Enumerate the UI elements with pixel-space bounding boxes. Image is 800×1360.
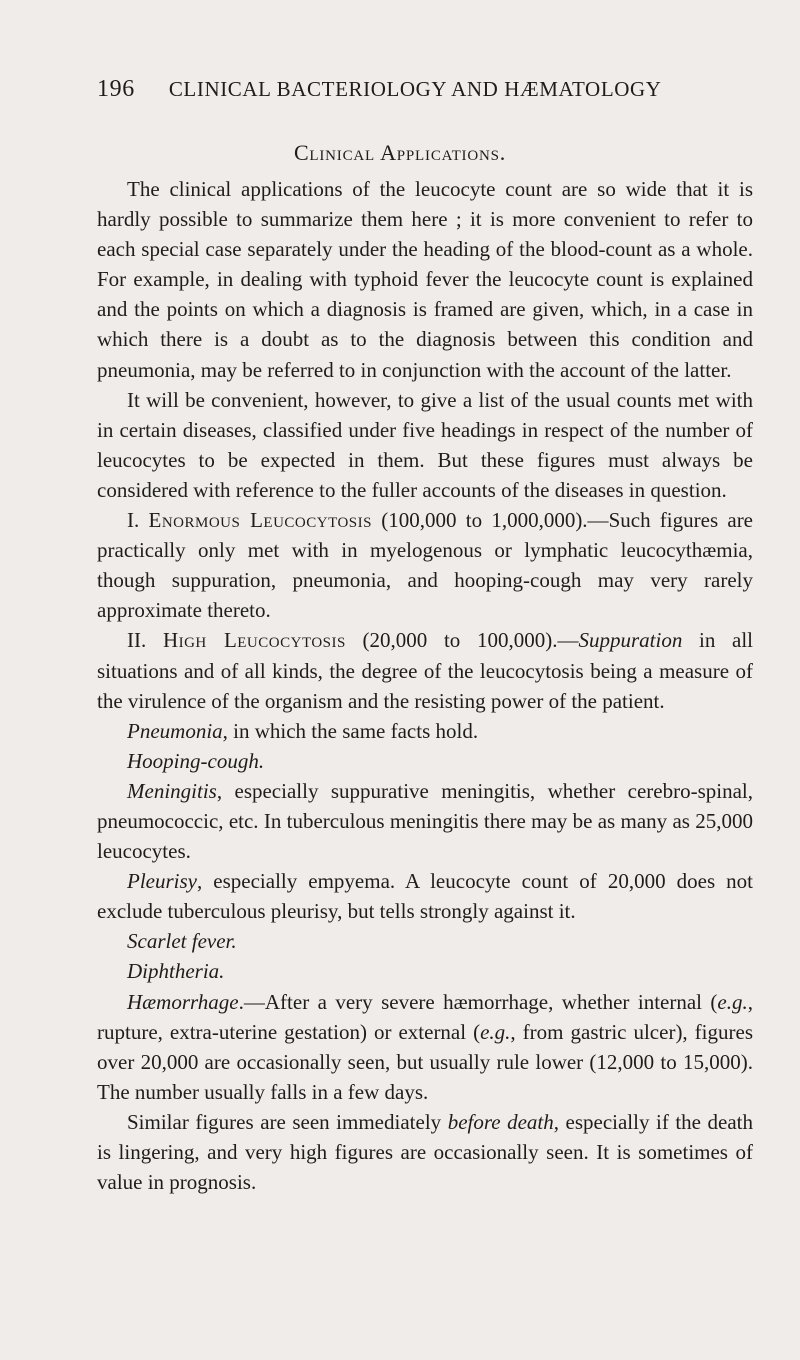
entry-text: Similar figures are seen immediately bbox=[127, 1109, 448, 1134]
disease-term: Suppuration bbox=[578, 628, 683, 653]
disease-term: Diphtheria. bbox=[127, 959, 225, 984]
running-header bbox=[97, 76, 737, 103]
eg-abbrev: e.g. bbox=[480, 1019, 511, 1044]
category-title: Enormous Leucocytosis bbox=[148, 508, 372, 533]
paragraph-high-leucocytosis bbox=[97, 625, 753, 715]
category-range: (20,000 to 100,000).— bbox=[345, 628, 579, 653]
disease-term: Hæmorrhage bbox=[127, 989, 239, 1014]
disease-term: Pleurisy bbox=[127, 869, 197, 894]
paragraph-meningitis bbox=[97, 776, 753, 866]
category-text: in all situations and of all kinds, the degree of the leucocytosis being a measure of the virulence of the organism and the resisting power of the patient. bbox=[97, 628, 754, 713]
paragraph-scarlet-fever bbox=[97, 926, 753, 956]
paragraph-list-intro: It will be convenient, however, to give a list of the usual counts met with in certain diseases, classified under five headings in respect of the number of leucocytes to be expected in them. But these figures must always be considered with reference to the fuller accounts of the diseases in question. bbox=[97, 387, 753, 502]
category-numeral: I. bbox=[127, 508, 140, 533]
body-text bbox=[97, 174, 753, 1197]
entry-text: , especially if the death is lingering, and very high figures are occasionally seen. It is sometimes of value in prognosis. bbox=[97, 1109, 753, 1195]
entry-text: , especially empyema. A leucocyte count of 20,000 does not exclude tuberculous pleurisy, but tells strongly against it. bbox=[97, 869, 753, 924]
entry-text: .—After a very severe hæmorrhage, whether internal ( bbox=[238, 989, 718, 1014]
paragraph-enormous-leucocytosis bbox=[97, 505, 753, 625]
paragraph-hooping-cough bbox=[97, 746, 753, 776]
disease-term: Hooping-cough. bbox=[127, 748, 265, 773]
eg-abbrev: e.g. bbox=[717, 989, 748, 1014]
disease-term: Scarlet fever. bbox=[127, 929, 237, 954]
emphasis-term: before death bbox=[447, 1109, 554, 1134]
category-text: Such figures are practically only met with in myelogenous or lymphatic leucocythæmia, though suppuration, pneumonia, and hooping-cough may very rarely approximate thereto. bbox=[97, 508, 754, 623]
category-title: High Leucocytosis bbox=[162, 628, 346, 653]
section-heading: Clinical Applications. bbox=[293, 140, 507, 165]
disease-term: Pneumonia bbox=[127, 718, 223, 743]
paragraph-haemorrhage bbox=[97, 987, 753, 1107]
paragraph-before-death bbox=[97, 1107, 753, 1197]
category-numeral: II. bbox=[127, 628, 147, 653]
disease-term: Meningitis bbox=[127, 778, 217, 803]
entry-text: , from gastric ulcer), figures over 20,000 are occasionally seen, but usually rule lower (12,000 to 15,000). The number usually falls in a few days. bbox=[97, 1019, 753, 1104]
running-title: CLINICAL BACTERIOLOGY AND HÆMATOLOGY bbox=[168, 77, 662, 101]
paragraph-intro: The clinical applications of the leucocyte count are so wide that it is hardly possible to summarize them here ; it is more convenient to refer to each special case separately under the heading of the blood-count as a whole. For example, in dealing with typhoid fever the leucocyte count is explained and the points on which a diagnosis is framed are given, which, in a case in which there is a doubt as to the diagnosis between this condition and pneumonia, may be referred to in conjunction with the account of the latter. bbox=[97, 177, 753, 382]
paragraph-pleurisy bbox=[97, 866, 753, 926]
entry-text: , especially suppurative meningitis, whether cerebro-spinal, pneumococcic, etc. In tuberculous meningitis there may be as many as 25,000 leucocytes. bbox=[97, 778, 753, 864]
entry-text: , in which the same facts hold. bbox=[222, 718, 479, 743]
page-number: 196 bbox=[97, 76, 135, 102]
category-range: (100,000 to 1,000,000).— bbox=[372, 508, 609, 533]
paragraph-pneumonia bbox=[97, 716, 753, 746]
paragraph-diphtheria bbox=[97, 956, 753, 986]
entry-text: , rupture, extra-uterine gestation) or external ( bbox=[97, 989, 753, 1044]
